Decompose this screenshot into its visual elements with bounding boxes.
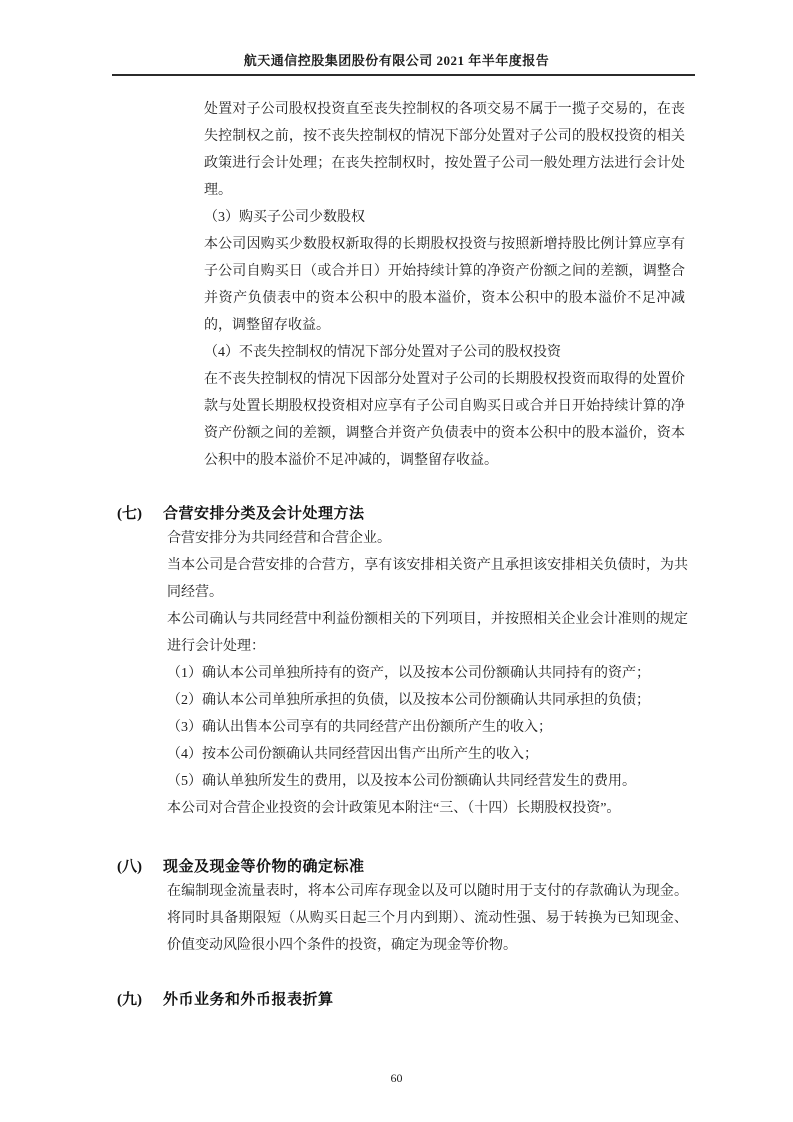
list-item: （3）确认出售本公司享有的共同经营产出份额所产生的收入； bbox=[167, 720, 552, 735]
section-number: (八) bbox=[117, 859, 142, 875]
list-item: （2）确认本公司单独所承担的负债，以及按本公司份额确认共同承担的负债； bbox=[167, 693, 650, 708]
page-number: 60 bbox=[390, 1071, 403, 1085]
list-item: （4）按本公司份额确认共同经营因出售产出所产生的收入； bbox=[167, 747, 538, 762]
header-divider bbox=[112, 74, 695, 76]
section-title: 现金及现金等价物的确定标准 bbox=[163, 859, 365, 875]
section-title: 外币业务和外币报表折算 bbox=[163, 992, 334, 1008]
section-title: 合营安排分类及会计处理方法 bbox=[163, 506, 365, 522]
paragraph: 处置对子公司股权投资直至丧失控制权的各项交易不属于一揽子交易的，在丧失控制权之前，按不丧失控制权的情况下部分处置对子公司的股权投资的相关政策进行会计处理；在丧失控制权时，按处置子公司一般处理方法进行会计处理。 bbox=[204, 102, 685, 198]
list-item: （5）确认单独所发生的费用，以及按本公司份额确认共同经营发生的费用。 bbox=[167, 774, 636, 789]
paragraph: 合营安排分为共同经营和合营企业。 bbox=[167, 531, 391, 546]
paragraph: 本公司因购买少数股权新取得的长期股权投资与按照新增持股比例计算应享有子公司自购买日（或合并日）开始持续计算的净资产份额之间的差额，调整合并资产负债表中的资本公积中的股本溢价，资本公积中的股本溢价不足冲减的，调整留存收益。 bbox=[204, 237, 685, 333]
section-body bbox=[167, 525, 688, 822]
paragraph: 在不丧失控制权的情况下因部分处置对子公司的长期股权投资而取得的处置价款与处置长期股权投资相对应享有子公司自购买日或合并日开始持续计算的净资产份额之间的差额，调整合并资产负债表中的资本公积中的股本溢价，资本公积中的股本溢价不足冲减的，调整留存收益。 bbox=[204, 372, 685, 468]
paragraph: 本公司确认与共同经营中利益份额相关的下列项目，并按照相关企业会计准则的规定进行会计处理： bbox=[167, 612, 688, 654]
continuation-block bbox=[204, 96, 685, 474]
subclause-heading: （4）不丧失控制权的情况下部分处置对子公司的股权投资 bbox=[204, 345, 561, 360]
section-number: (九) bbox=[117, 992, 142, 1008]
subclause-heading: （3）购买子公司少数股权 bbox=[204, 210, 365, 225]
report-header-title: 航天通信控股集团股份有限公司 2021 年半年度报告 bbox=[243, 53, 550, 68]
section-number: (七) bbox=[117, 506, 142, 522]
section-body bbox=[167, 878, 688, 959]
paragraph: 当本公司是合营安排的合营方，享有该安排相关资产且承担该安排相关负债时，为共同经营。 bbox=[167, 558, 688, 600]
paragraph: 本公司对合营企业投资的会计政策见本附注“三、（十四）长期股权投资”。 bbox=[167, 801, 621, 816]
list-item: （1）确认本公司单独所持有的资产，以及按本公司份额确认共同持有的资产； bbox=[167, 666, 650, 681]
paragraph: 在编制现金流量表时，将本公司库存现金以及可以随时用于支付的存款确认为现金。将同时具备期限短（从购买日起三个月内到期）、流动性强、易于转换为已知现金、价值变动风险很小四个条件的投资，确定为现金等价物。 bbox=[167, 884, 688, 953]
